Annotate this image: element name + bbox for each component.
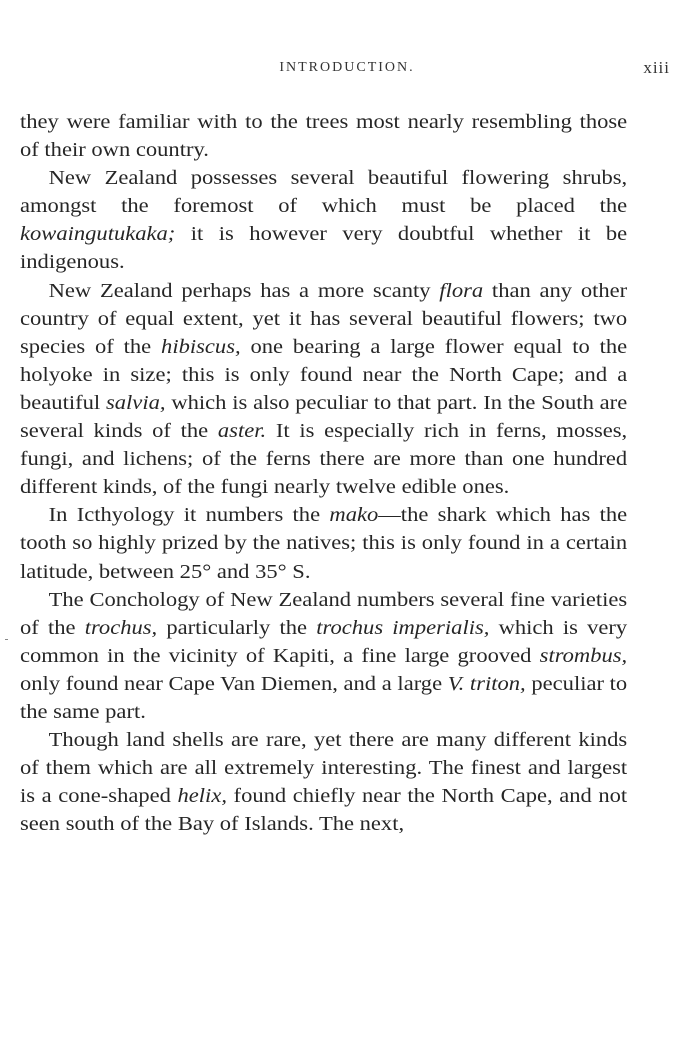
text-run: Though land shells are rare, yet there are many different kinds of them which are all extremely interesting. The finest and largest is a cone-shaped: [20, 729, 628, 808]
text-run: one bearing a large flower equal to the holyoke in size; this is only found near the North Cape; and a beautiful: [20, 335, 628, 414]
italic-term: helix,: [177, 785, 227, 808]
text-run: The Conchology of New Zealand numbers several fine varieties of the: [20, 588, 628, 639]
text-run: only found near Cape Van Diemen, and a large: [20, 672, 448, 695]
italic-term: V. triton,: [447, 672, 526, 695]
text-run: which is very common in the vicinity of Kapiti, a fine large grooved: [20, 616, 628, 667]
page-number: xiii: [643, 58, 670, 77]
italic-term: trochus imperialis,: [316, 616, 490, 639]
body-text: [20, 108, 627, 838]
text-run: found chiefly near the North Cape, and not seen south of the Bay of Islands. The next,: [20, 785, 628, 836]
text-run: In Icthyology it numbers the: [48, 504, 330, 527]
page-header: [24, 60, 670, 84]
italic-term: trochus,: [84, 616, 158, 639]
italic-term: hibiscus,: [161, 335, 241, 358]
paragraph: [20, 164, 627, 276]
text-run: they were familiar with to the trees most nearly resembling those of their own country.: [20, 111, 628, 162]
italic-term: strombus,: [539, 644, 628, 667]
text-run: than any other country of equal extent, yet it has several beautiful flowers; two species of the: [20, 279, 628, 358]
paragraph: [20, 277, 627, 502]
paragraph: [20, 501, 627, 585]
paragraph: [20, 108, 627, 164]
text-run: It is especially rich in ferns, mosses, fungi, and lichens; of the ferns there are more than one hundred different kinds, of the fungi nearly twelve edible ones.: [20, 420, 628, 499]
text-run: New Zealand possesses several beautiful flowering shrubs, amongst the foremost of which must be placed the: [20, 167, 628, 218]
paragraph: [20, 726, 627, 838]
italic-term: aster.: [217, 420, 267, 443]
text-run: peculiar to the same part.: [20, 672, 628, 723]
italic-term: mako: [329, 504, 379, 527]
italic-term: salvia,: [105, 391, 166, 414]
italic-term: flora: [439, 279, 484, 302]
italic-term: kowaingutukaka;: [20, 223, 176, 246]
margin-mark: [5, 639, 8, 640]
paragraph: [20, 586, 627, 726]
text-run: —the shark which has the tooth so highly prized by the natives; this is only found in a certain latitude, between 25° and 35° S.: [20, 504, 628, 583]
text-run: New Zealand perhaps has a more scanty: [48, 279, 440, 302]
text-run: which is also peculiar to that part. In the South are several kinds of the: [20, 391, 628, 443]
running-title: INTRODUCTION.: [279, 60, 415, 75]
text-run: it is however very doubtful whether it be indigenous.: [20, 223, 628, 274]
text-run: particularly the: [157, 616, 317, 639]
